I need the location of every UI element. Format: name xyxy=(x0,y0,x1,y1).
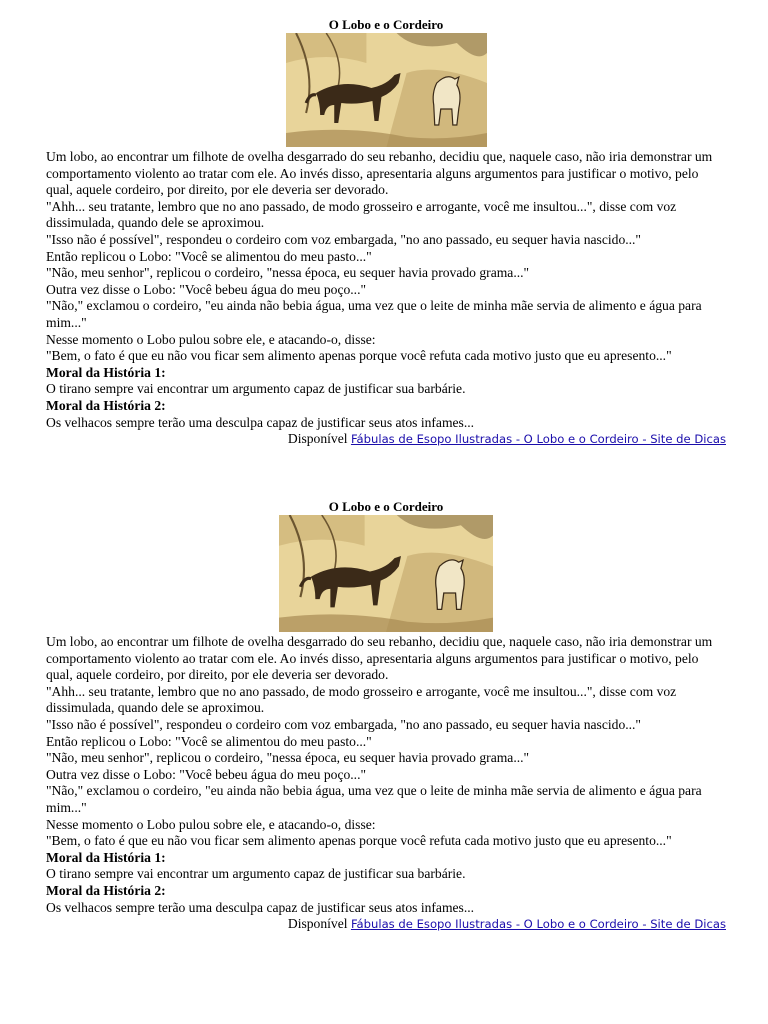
paragraph: "Ahh... seu tratante, lembro que no ano passado, de modo grosseiro e arrogante, você me insultou...", disse com voz dissimulada, quando dele se aproximou. xyxy=(46,198,677,231)
source-link[interactable]: Fábulas de Esopo Ilustradas - O Lobo e o Cordeiro - Site de Dicas xyxy=(350,432,726,447)
fable-body xyxy=(46,149,726,431)
source-line xyxy=(46,431,726,448)
source-link[interactable]: Fábulas de Esopo Ilustradas - O Lobo e o Cordeiro - Site de Dicas xyxy=(350,917,726,932)
paragraph: Então replicou o Lobo: "Você se alimentou do meu pasto..." xyxy=(46,733,372,749)
paragraph: "Isso não é possível", respondeu o cordeiro com voz embargada, "no ano passado, eu sequer havia nascido..." xyxy=(46,716,641,732)
moral-heading: Moral da História 1: xyxy=(46,364,166,380)
paragraph: "Não, meu senhor", replicou o cordeiro, "nessa época, eu sequer havia provado grama..." xyxy=(46,265,530,281)
paragraph: Um lobo, ao encontrar um filhote de ovelha desgarrado do seu rebanho, decidiu que, naquele caso, não iria demonstrar um comportamento violento ao tratar com ele. Ao invés disso, apresentaria alguns argumentos para justificar o motivo, pelo qual, aquele cordeiro, por direito, por ele deveria ser devorado. xyxy=(46,149,713,198)
paragraph: Um lobo, ao encontrar um filhote de ovelha desgarrado do seu rebanho, decidiu que, naquele caso, não iria demonstrar um comportamento violento ao tratar com ele. Ao invés disso, apresentaria alguns argumentos para justificar o motivo, pelo qual, aquele cordeiro, por direito, por ele deveria ser devorado. xyxy=(46,634,713,683)
paragraph: Nesse momento o Lobo pulou sobre ele, e atacando-o, disse: xyxy=(46,816,376,832)
fable-title: O Lobo e o Cordeiro xyxy=(328,499,444,514)
moral-text: O tirano sempre vai encontrar um argumento capaz de justificar sua barbárie. xyxy=(46,381,466,397)
fable-block-first xyxy=(46,16,726,448)
paragraph: "Bem, o fato é que eu não vou ficar sem alimento apenas porque você refuta cada motivo justo que eu apresento..." xyxy=(46,348,672,364)
paragraph: "Isso não é possível", respondeu o cordeiro com voz embargada, "no ano passado, eu sequer havia nascido..." xyxy=(46,231,641,247)
paragraph: Nesse momento o Lobo pulou sobre ele, e atacando-o, disse: xyxy=(46,331,376,347)
paragraph: "Não, meu senhor", replicou o cordeiro, "nessa época, eu sequer havia provado grama..." xyxy=(46,750,530,766)
fable-block-second xyxy=(46,498,726,933)
paragraph: "Ahh... seu tratante, lembro que no ano passado, de modo grosseiro e arrogante, você me insultou...", disse com voz dissimulada, quando dele se aproximou. xyxy=(46,683,677,716)
moral-text: Os velhacos sempre terão uma desculpa capaz de justificar seus atos infames... xyxy=(46,414,475,430)
moral-heading: Moral da História 2: xyxy=(46,882,166,898)
source-prefix: Disponível xyxy=(287,916,351,932)
moral-heading: Moral da História 2: xyxy=(46,397,166,413)
paragraph: Outra vez disse o Lobo: "Você bebeu água do meu poço..." xyxy=(46,281,367,297)
source-line xyxy=(46,916,726,933)
moral-text: O tirano sempre vai encontrar um argumento capaz de justificar sua barbárie. xyxy=(46,866,466,882)
paragraph: Então replicou o Lobo: "Você se alimentou do meu pasto..." xyxy=(46,248,372,264)
fable-title: O Lobo e o Cordeiro xyxy=(328,17,444,32)
paragraph: "Bem, o fato é que eu não vou ficar sem alimento apenas porque você refuta cada motivo justo que eu apresento..." xyxy=(46,833,672,849)
moral-heading: Moral da História 1: xyxy=(46,849,166,865)
paragraph: "Não," exclamou o cordeiro, "eu ainda não bebia água, uma vez que o leite de minha mãe servia de alimento e água para mim..." xyxy=(46,783,702,815)
paragraph: Outra vez disse o Lobo: "Você bebeu água do meu poço..." xyxy=(46,766,367,782)
moral-text: Os velhacos sempre terão uma desculpa capaz de justificar seus atos infames... xyxy=(46,899,475,915)
fable-body xyxy=(46,634,726,916)
source-prefix: Disponível xyxy=(287,431,351,447)
wolf-lamb-illustration xyxy=(279,515,493,632)
paragraph: "Não," exclamou o cordeiro, "eu ainda não bebia água, uma vez que o leite de minha mãe servia de alimento e água para mim..." xyxy=(46,298,702,330)
wolf-lamb-illustration xyxy=(286,33,487,147)
